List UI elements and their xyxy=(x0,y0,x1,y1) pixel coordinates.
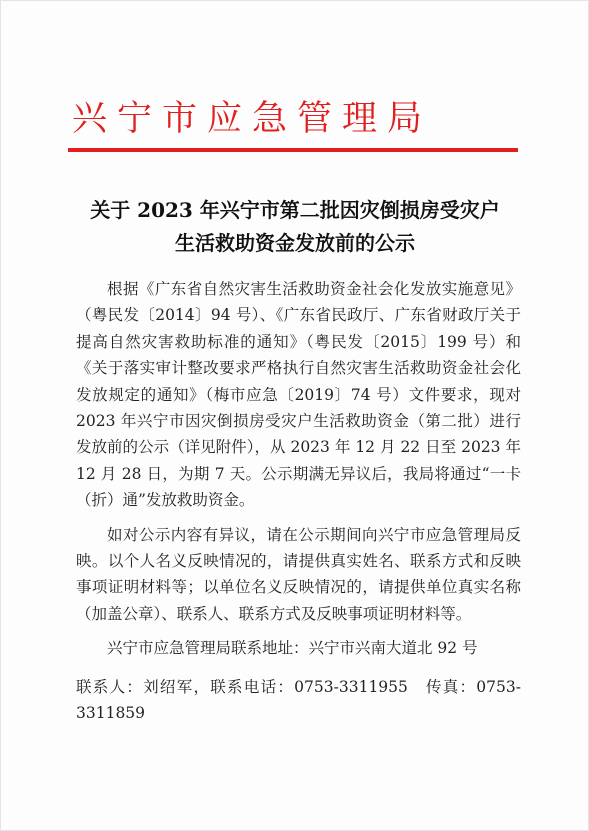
body-paragraph-1: 根据《广东省自然灾害生活救助资金社会化发放实施意见》（粤民发〔2014〕94 号）、《广东省民政厅、广东省财政厅关于提高自然灾害救助标准的通知》（粤民发〔2015〕199 号）和《关于落实审计整改要求严格执行自然灾害生活救助资金社会化发放规定的通知》（梅市应急〔2019〕74 号）文件要求，现对 2023 年兴宁市因灾倒损房受灾户生活救助资金（第二批）进行发放前的公示（详见附件），从 2023 年 12 月 22 日至 2023 年 12 月 28 日，为期 7 天。公示期满无异议后，我局将通过“一卡（折）通”发放救助资金。 xyxy=(76,280,521,510)
contact-address: 兴宁市应急管理局联系地址：兴宁市兴南大道北 92 号 xyxy=(107,639,478,658)
document-title-line1: 关于 2023 年兴宁市第二批因灾倒损房受灾户 xyxy=(90,198,500,222)
document-title-line2: 生活救助资金发放前的公示 xyxy=(175,231,415,255)
document-body xyxy=(76,276,521,735)
contact-info: 联系人：刘绍军，联系电话：0753-3311955 传真：0753-3311859 xyxy=(76,677,521,723)
header-red-rule xyxy=(68,148,518,152)
organization-header: 兴宁市应急管理局 xyxy=(72,99,433,139)
body-paragraph-2: 如对公示内容有异议，请在公示期间向兴宁市应急管理局反映。以个人名义反映情况的，请提供真实姓名、联系方式和反映事项证明材料等；以单位名义反映情况的，请提供单位真实名称（加盖公章）、联系人、联系方式及反映事项证明材料等。 xyxy=(76,525,521,623)
